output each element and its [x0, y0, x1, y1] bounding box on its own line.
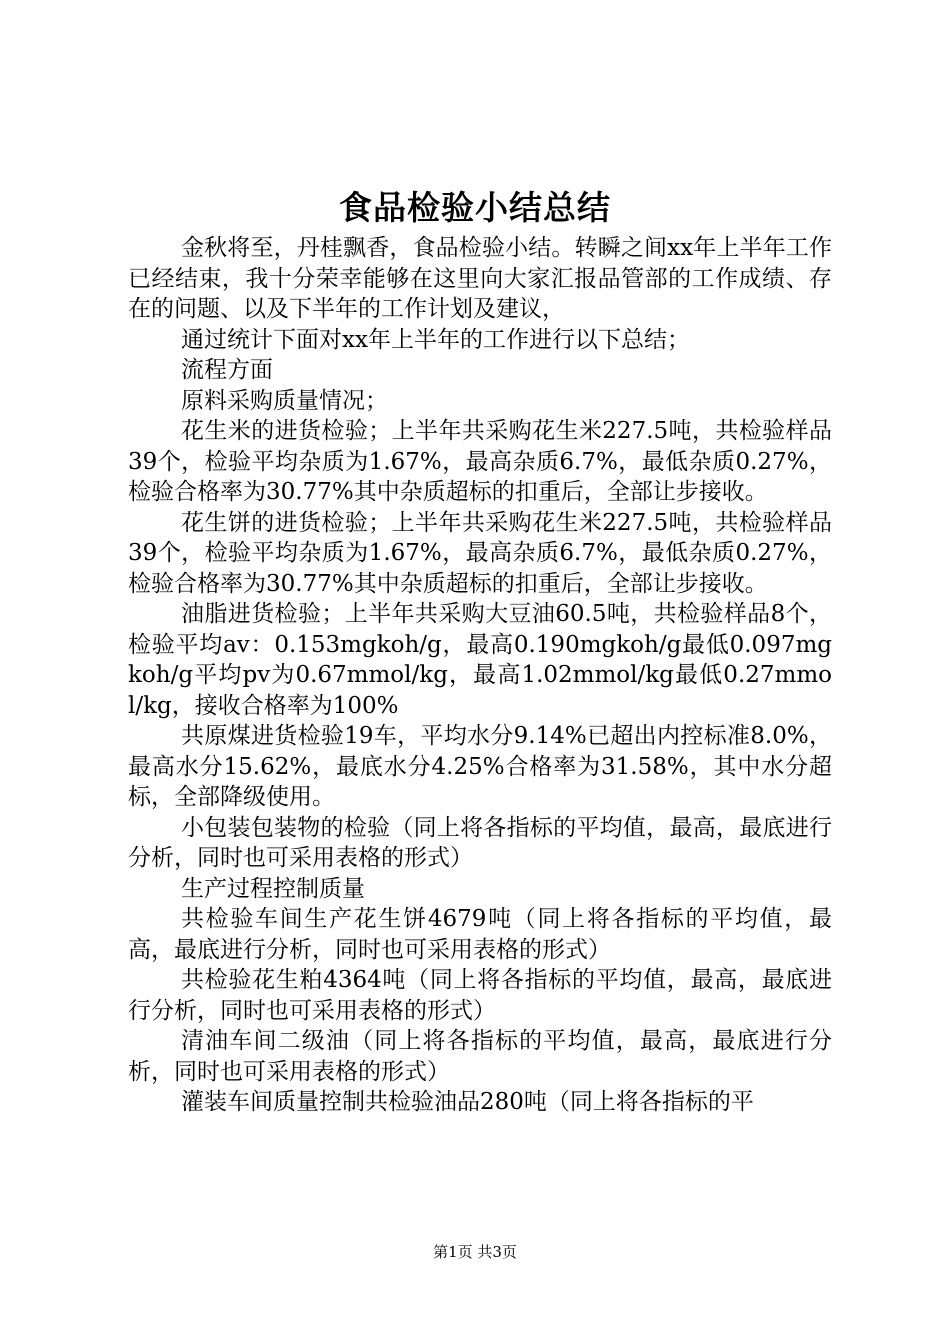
- paragraph: 油脂进货检验；上半年共采购大豆油60.5吨，共检验样品8个，检验平均av：0.153mgkoh/g，最高0.190mgkoh/g最低0.097mgkoh/g平均pv为0.67mmol/kg，最高1.02mmol/kg最低0.27mmol/kg，接收合格率为100%: [128, 601, 832, 719]
- paragraph: 通过统计下面对xx年上半年的工作进行以下总结；: [181, 326, 690, 353]
- section-heading: 流程方面: [181, 357, 273, 383]
- paragraph: 清油车间二级油（同上将各指标的平均值，最高，最底进行分析，同时也可采用表格的形式）: [128, 1028, 832, 1085]
- subsection-heading: 原料采购质量情况；: [181, 387, 388, 414]
- document-body: [128, 233, 832, 1118]
- paragraph: 共原煤进货检验19车，平均水分9.14%已超出内控标准8.0%，最高水分15.62%，最底水分4.25%合格率为31.58%，其中水分超标，全部降级使用。: [128, 723, 832, 810]
- paragraph: 金秋将至，丹桂飘香，食品检验小结。转瞬之间xx年上半年工作已经结束，我十分荣幸能够在这里向大家汇报品管部的工作成绩、存在的问题、以及下半年的工作计划及建议，: [128, 235, 832, 322]
- paragraph: 花生饼的进货检验；上半年共采购花生米227.5吨，共检验样品39个，检验平均杂质为1.67%，最高杂质6.7%，最低杂质0.27%，检验合格率为30.77%其中杂质超标的扣重后，全部让步接收。: [128, 509, 832, 597]
- subsection-heading: 生产过程控制质量: [181, 875, 365, 902]
- paragraph: 花生米的进货检验；上半年共采购花生米227.5吨，共检验样品39个，检验平均杂质为1.67%，最高杂质6.7%，最低杂质0.27%，检验合格率为30.77%其中杂质超标的扣重后，全部让步接收。: [128, 418, 832, 505]
- paragraph: 共检验车间生产花生饼4679吨（同上将各指标的平均值，最高，最底进行分析，同时也可采用表格的形式）: [128, 906, 832, 963]
- paragraph: 灌装车间质量控制共检验油品280吨（同上将各指标的平: [181, 1089, 754, 1115]
- page-footer: 第1页 共3页: [433, 1243, 517, 1261]
- paragraph: 共检验花生粕4364吨（同上将各指标的平均值，最高，最底进行分析，同时也可采用表格的形式）: [128, 967, 832, 1024]
- paragraph: 小包装包装物的检验（同上将各指标的平均值，最高，最底进行分析，同时也可采用表格的形式）: [128, 814, 832, 871]
- document-title: 食品检验小结总结: [339, 188, 611, 227]
